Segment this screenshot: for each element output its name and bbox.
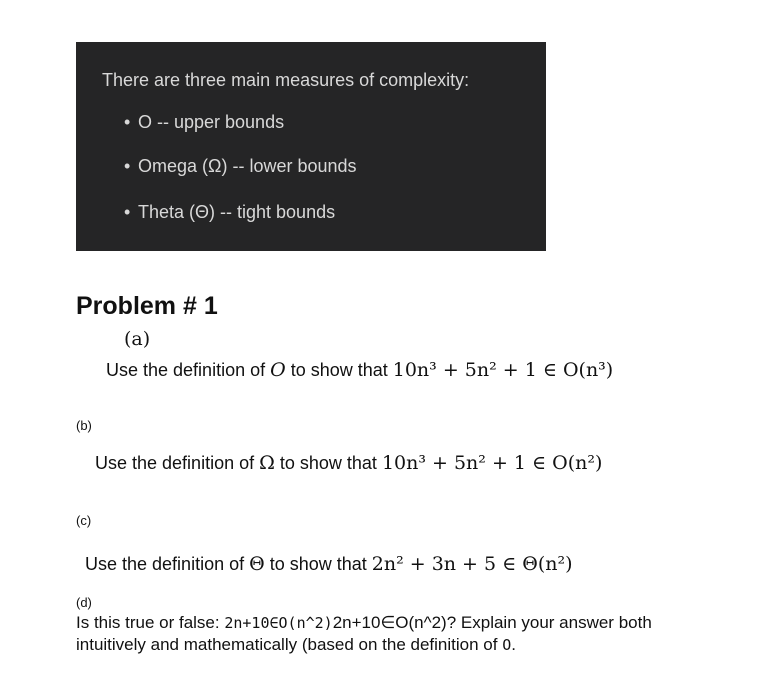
part-d-label: (d) <box>76 595 92 610</box>
part-c-expression: 2n² + 3n + 5 ∈ Θ(n²) <box>371 553 573 575</box>
part-c-prefix: Use the definition of <box>85 554 250 574</box>
part-d-text-start: Is this true or false: <box>76 613 225 632</box>
part-c-middle: to show that <box>264 554 372 574</box>
part-b-symbol: Ω <box>259 452 275 474</box>
bullet-omega: • Omega (Ω) -- lower bounds <box>138 156 357 177</box>
part-b-label: (b) <box>76 418 92 433</box>
part-b-prefix: Use the definition of <box>95 453 260 473</box>
callout-intro: There are three main measures of complexity: <box>102 70 470 90</box>
part-d-symbol: O <box>502 636 512 654</box>
part-a-expression: 10n³ + 5n² + 1 ∈ O(n³) <box>392 359 614 381</box>
part-a-prefix: Use the definition of <box>106 360 271 380</box>
part-a-middle: to show that <box>285 360 393 380</box>
part-b-middle: to show that <box>274 453 382 473</box>
part-a-label: (a) <box>124 328 151 350</box>
bullet-big-o: • O -- upper bounds <box>138 112 284 133</box>
part-a-statement <box>106 359 613 381</box>
part-d-formula-plain: 2n+10∈O(n^2) <box>332 613 447 632</box>
part-a-symbol: O <box>270 359 286 381</box>
part-c-symbol: Θ <box>249 553 265 575</box>
problem-heading: Problem # 1 <box>76 292 218 320</box>
part-b-expression: 10n³ + 5n² + 1 ∈ O(n²) <box>381 452 603 474</box>
part-c-statement <box>85 553 573 575</box>
complexity-callout <box>76 42 546 251</box>
part-d-formula-code: 2n+10∈O(n^2) <box>224 614 333 632</box>
bullet-theta: • Theta (Θ) -- tight bounds <box>138 202 335 223</box>
part-d-question <box>76 612 696 656</box>
part-d-text-end: . <box>511 635 516 654</box>
part-c-label: (c) <box>76 513 92 528</box>
part-b-statement <box>95 452 602 474</box>
part-d-text-mid: ? Explain your answer both intuitively and mathematically (based on the definition of <box>76 613 652 654</box>
